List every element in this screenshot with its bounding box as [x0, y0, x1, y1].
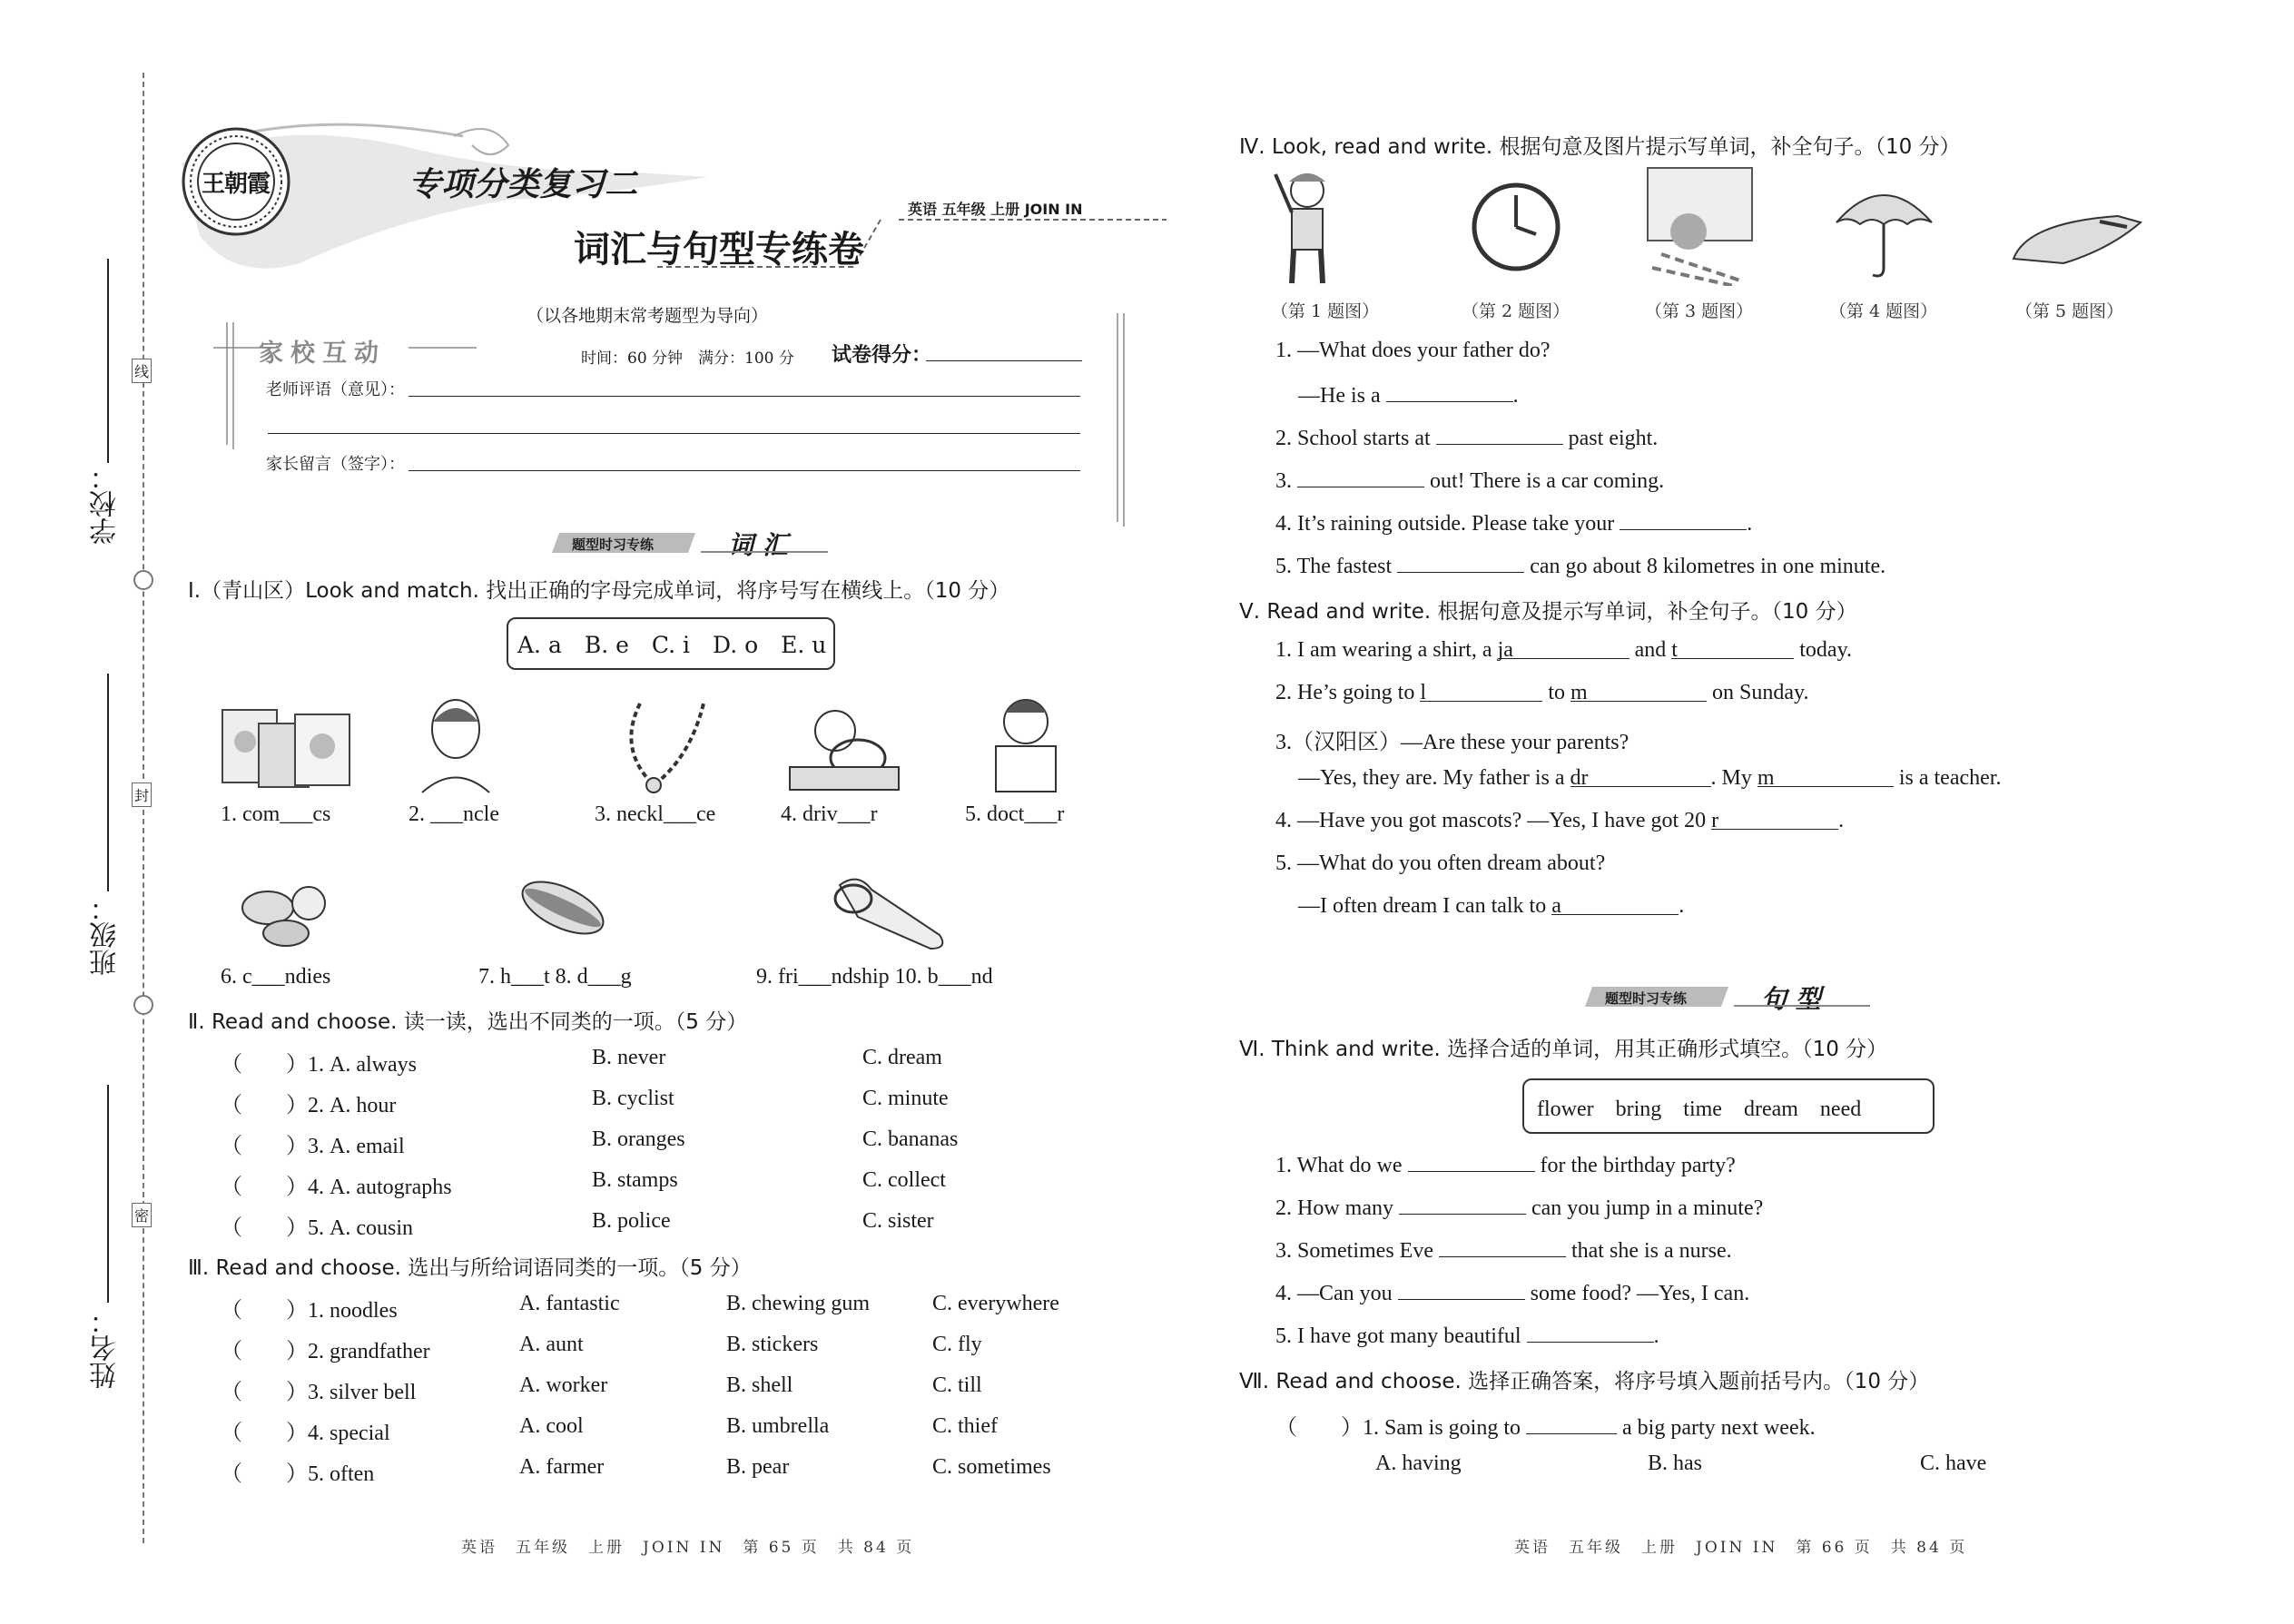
answer-blank[interactable]: a [1551, 894, 1679, 915]
answer-blank[interactable] [1408, 1151, 1535, 1172]
s5-q3b: —Yes, they are. My father is a dr . My m is a teacher. [1298, 766, 2002, 790]
name-label: 姓名： [90, 1307, 122, 1389]
answer-blank[interactable] [1527, 1322, 1654, 1343]
s5-q3a: 3.（汉阳区）—Are these your parents? [1275, 731, 1629, 754]
s3-row-1-a: A. fantastic [519, 1292, 620, 1315]
s2-row-5[interactable]: （ ）5. A. cousin [221, 1216, 413, 1240]
s3-row-3-a: A. worker [519, 1373, 608, 1397]
s2-row-3-b: B. oranges [592, 1127, 685, 1151]
s3-row-5[interactable]: （ ）5. often [221, 1462, 375, 1486]
uncle-picture [413, 694, 499, 794]
comics-picture [218, 701, 354, 792]
binding-hole [133, 995, 153, 1015]
hotdog-picture [513, 867, 613, 949]
s6-q5: 5. I have got many beautiful . [1275, 1322, 1659, 1349]
answer-blank[interactable] [1397, 552, 1524, 573]
s5-q1: 1. I am wearing a shirt, a ja and t today. [1275, 638, 1853, 662]
parent-comment-label: 家长留言（签字）： [266, 455, 405, 474]
vocab-title: 词 汇 [728, 530, 788, 560]
seal-mid-label: 封 [132, 782, 152, 807]
answer-blank[interactable] [1526, 1413, 1617, 1434]
s3-row-1-b: B. chewing gum [726, 1292, 870, 1315]
s2-row-1[interactable]: （ ）1. A. always [221, 1053, 417, 1077]
s1-item-4: 4. driv___r [781, 802, 878, 826]
s3-row-3-b: B. shell [726, 1373, 793, 1397]
logo-text: 王朝霞 [202, 171, 271, 198]
s6-q1: 1. What do we for the birthday party? [1275, 1151, 1736, 1178]
umbrella-picture [1832, 177, 1936, 281]
s3-row-3-c: C. till [932, 1373, 982, 1397]
s4-q4: 4. It’s raining outside. Please take your . [1275, 509, 1752, 536]
answer-blank[interactable]: ja [1498, 638, 1629, 659]
sentence-title: 句 型 [1761, 984, 1821, 1014]
teacher-comment-line-2[interactable] [268, 433, 1080, 434]
s4-q1a: 1. —What does your father do? [1275, 339, 1551, 362]
left-footer: 英语 五年级 上册 JOIN IN 第 65 页 共 84 页 [461, 1539, 915, 1557]
s3-row-4-b: B. umbrella [726, 1414, 830, 1438]
necklace-picture [617, 694, 717, 794]
binding-line [143, 73, 144, 1543]
s6-word-box: flower bring time dream need [1522, 1078, 1935, 1134]
s2-row-3[interactable]: （ ）3. A. email [221, 1135, 405, 1158]
s1-item-6: 6. c___ndies [221, 965, 331, 989]
caption-1: （第 1 题图） [1271, 301, 1380, 321]
s3-row-5-a: A. farmer [519, 1455, 605, 1479]
answer-blank[interactable] [1398, 1279, 1525, 1300]
answer-blank[interactable] [1439, 1236, 1566, 1257]
s4-q3: 3. out! There is a car coming. [1275, 467, 1664, 494]
school-blank[interactable] [107, 259, 109, 463]
s2-row-4-c: C. collect [862, 1168, 946, 1192]
s3-row-4[interactable]: （ ）4. special [221, 1422, 390, 1445]
s2-row-5-c: C. sister [862, 1209, 934, 1233]
score-blank[interactable] [926, 360, 1082, 361]
driver-picture [781, 694, 908, 794]
street-picture [1643, 163, 1757, 286]
s7-opt-a: A. having [1375, 1452, 1462, 1475]
answer-blank[interactable]: dr [1570, 766, 1711, 787]
home-school-label: 家校互动 [259, 340, 386, 368]
answer-blank[interactable]: m [1570, 681, 1707, 702]
s5-q2: 2. He’s going to l to m on Sunday. [1275, 681, 1809, 704]
s6-q3: 3. Sometimes Eve that she is a nurse. [1275, 1236, 1732, 1264]
s5-q5a: 5. —What do you often dream about? [1275, 851, 1606, 875]
s2-row-2-b: B. cyclist [592, 1087, 674, 1110]
s6-q2: 2. How many can you jump in a minute? [1275, 1194, 1763, 1221]
s5-title: Ⅴ. Read and write. 根据句意及提示写单词，补全句子。（10 分） [1239, 600, 1857, 624]
answer-blank[interactable] [1436, 424, 1563, 445]
caption-4: （第 4 题图） [1829, 301, 1938, 321]
clock-picture [1471, 182, 1561, 272]
answer-blank[interactable] [1386, 381, 1513, 402]
s1-item-3: 3. neckl___ce [595, 802, 716, 826]
s3-row-1[interactable]: （ ）1. noodles [221, 1299, 398, 1323]
s7-opt-b: B. has [1648, 1452, 1702, 1475]
s1-title: Ⅰ.（青山区）Look and match. 找出正确的字母完成单词，将序号写在横线上。（10 分） [188, 579, 1010, 603]
answer-blank[interactable]: t [1671, 638, 1794, 659]
class-label: 班级： [90, 894, 122, 976]
s2-row-2[interactable]: （ ）2. A. hour [221, 1094, 397, 1117]
paper-title: 词汇与句型专练卷 [574, 228, 864, 271]
s2-row-4-b: B. stamps [592, 1168, 678, 1192]
s5-q4: 4. —Have you got mascots? —Yes, I have got 20 r . [1275, 809, 1845, 832]
s4-q1b: —He is a . [1298, 381, 1519, 408]
s3-row-3[interactable]: （ ）3. silver bell [221, 1381, 417, 1404]
s3-title: Ⅲ. Read and choose. 选出与所给词语同类的一项。（5 分） [188, 1256, 752, 1280]
doctor-picture [985, 690, 1067, 794]
answer-blank[interactable]: r [1711, 809, 1838, 830]
s1-item-5: 5. doct___r [965, 802, 1065, 826]
seal-bottom-label: 密 [132, 1203, 152, 1227]
s2-row-2-c: C. minute [862, 1087, 949, 1110]
s6-q4: 4. —Can you some food? —Yes, I can. [1275, 1279, 1749, 1306]
class-blank[interactable] [107, 674, 109, 891]
s1-options-box: A. a B. e C. i D. o E. u [507, 617, 835, 670]
vocab-bar [556, 530, 828, 560]
school-label: 学校： [90, 463, 122, 545]
binding-hole [133, 570, 153, 590]
score-label: 试卷得分： [832, 344, 932, 367]
train-picture [2009, 209, 2145, 272]
s3-row-4-a: A. cool [519, 1414, 584, 1438]
s3-row-2[interactable]: （ ）2. grandfather [221, 1340, 430, 1363]
s3-row-1-c: C. everywhere [932, 1292, 1059, 1315]
s2-row-1-b: B. never [592, 1046, 666, 1069]
s3-row-2-b: B. stickers [726, 1333, 819, 1356]
caption-2: （第 2 题图） [1462, 301, 1570, 321]
s2-title: Ⅱ. Read and choose. 读一读，选出不同类的一项。（5 分） [188, 1010, 748, 1034]
answer-blank[interactable]: m [1757, 766, 1894, 787]
s4-title: Ⅳ. Look, read and write. 根据句意及图片提示写单词，补全句子。（10 分） [1239, 135, 1961, 159]
s5-q5b: —I often dream I can talk to a . [1298, 894, 1685, 918]
time-info: 时间：60 分钟 满分：100 分 [581, 349, 794, 368]
s2-row-4[interactable]: （ ）4. A. autographs [221, 1176, 452, 1199]
friendship-band-picture [822, 867, 958, 958]
s1-item-2: 2. ___ncle [409, 802, 499, 826]
s7-opt-c: C. have [1920, 1452, 1987, 1475]
s3-row-5-c: C. sometimes [932, 1455, 1051, 1479]
s7-q1: （ ）1. Sam is going to a big party next week. [1275, 1409, 1816, 1441]
caption-3: （第 3 题图） [1645, 301, 1754, 321]
s2-row-3-c: C. bananas [862, 1127, 959, 1151]
s1-item-9-10: 9. fri___ndship 10. b___nd [756, 965, 993, 989]
s6-title: Ⅵ. Think and write. 选择合适的单词，用其正确形式填空。（10 分） [1239, 1038, 1888, 1061]
vocab-tag: 题型时习专练 [572, 536, 655, 553]
series-title: 专项分类复习二 [409, 166, 638, 203]
parent-comment-line[interactable] [409, 470, 1080, 471]
name-blank[interactable] [107, 1085, 109, 1303]
subtitle: （以各地期末常考题型为导向） [527, 306, 769, 326]
s1-item-7-8: 7. h___t 8. d___g [478, 965, 632, 989]
candies-picture [231, 871, 340, 953]
s2-row-5-b: B. police [592, 1209, 671, 1233]
s2-row-1-c: C. dream [862, 1046, 942, 1069]
s7-title: Ⅶ. Read and choose. 选择正确答案，将序号填入题前括号内。（10 分） [1239, 1370, 1930, 1393]
caption-5: （第 5 题图） [2015, 301, 2124, 321]
s4-q5: 5. The fastest can go about 8 kilometres in one minute. [1275, 552, 1885, 579]
worker-picture [1266, 165, 1353, 288]
s3-row-2-a: A. aunt [519, 1333, 584, 1356]
s4-q2: 2. School starts at past eight. [1275, 424, 1658, 451]
teacher-comment-label: 老师评语（意见）： [266, 380, 405, 399]
answer-blank[interactable] [1399, 1194, 1526, 1215]
s3-row-5-b: B. pear [726, 1455, 790, 1479]
right-footer: 英语 五年级 上册 JOIN IN 第 66 页 共 84 页 [1514, 1539, 1968, 1557]
answer-blank[interactable]: l [1420, 681, 1542, 702]
sentence-bar [1589, 984, 1870, 1014]
seal-top-label: 线 [132, 359, 152, 383]
s3-row-2-c: C. fly [932, 1333, 982, 1356]
s1-item-1: 1. com___cs [221, 802, 331, 826]
s3-row-4-c: C. thief [932, 1414, 998, 1438]
book-info: 英语 五年级 上册 JOIN IN [908, 201, 1083, 218]
answer-blank[interactable] [1297, 467, 1424, 487]
answer-blank[interactable] [1620, 509, 1747, 530]
teacher-comment-line[interactable] [409, 396, 1080, 397]
sentence-tag: 题型时习专练 [1605, 990, 1688, 1007]
